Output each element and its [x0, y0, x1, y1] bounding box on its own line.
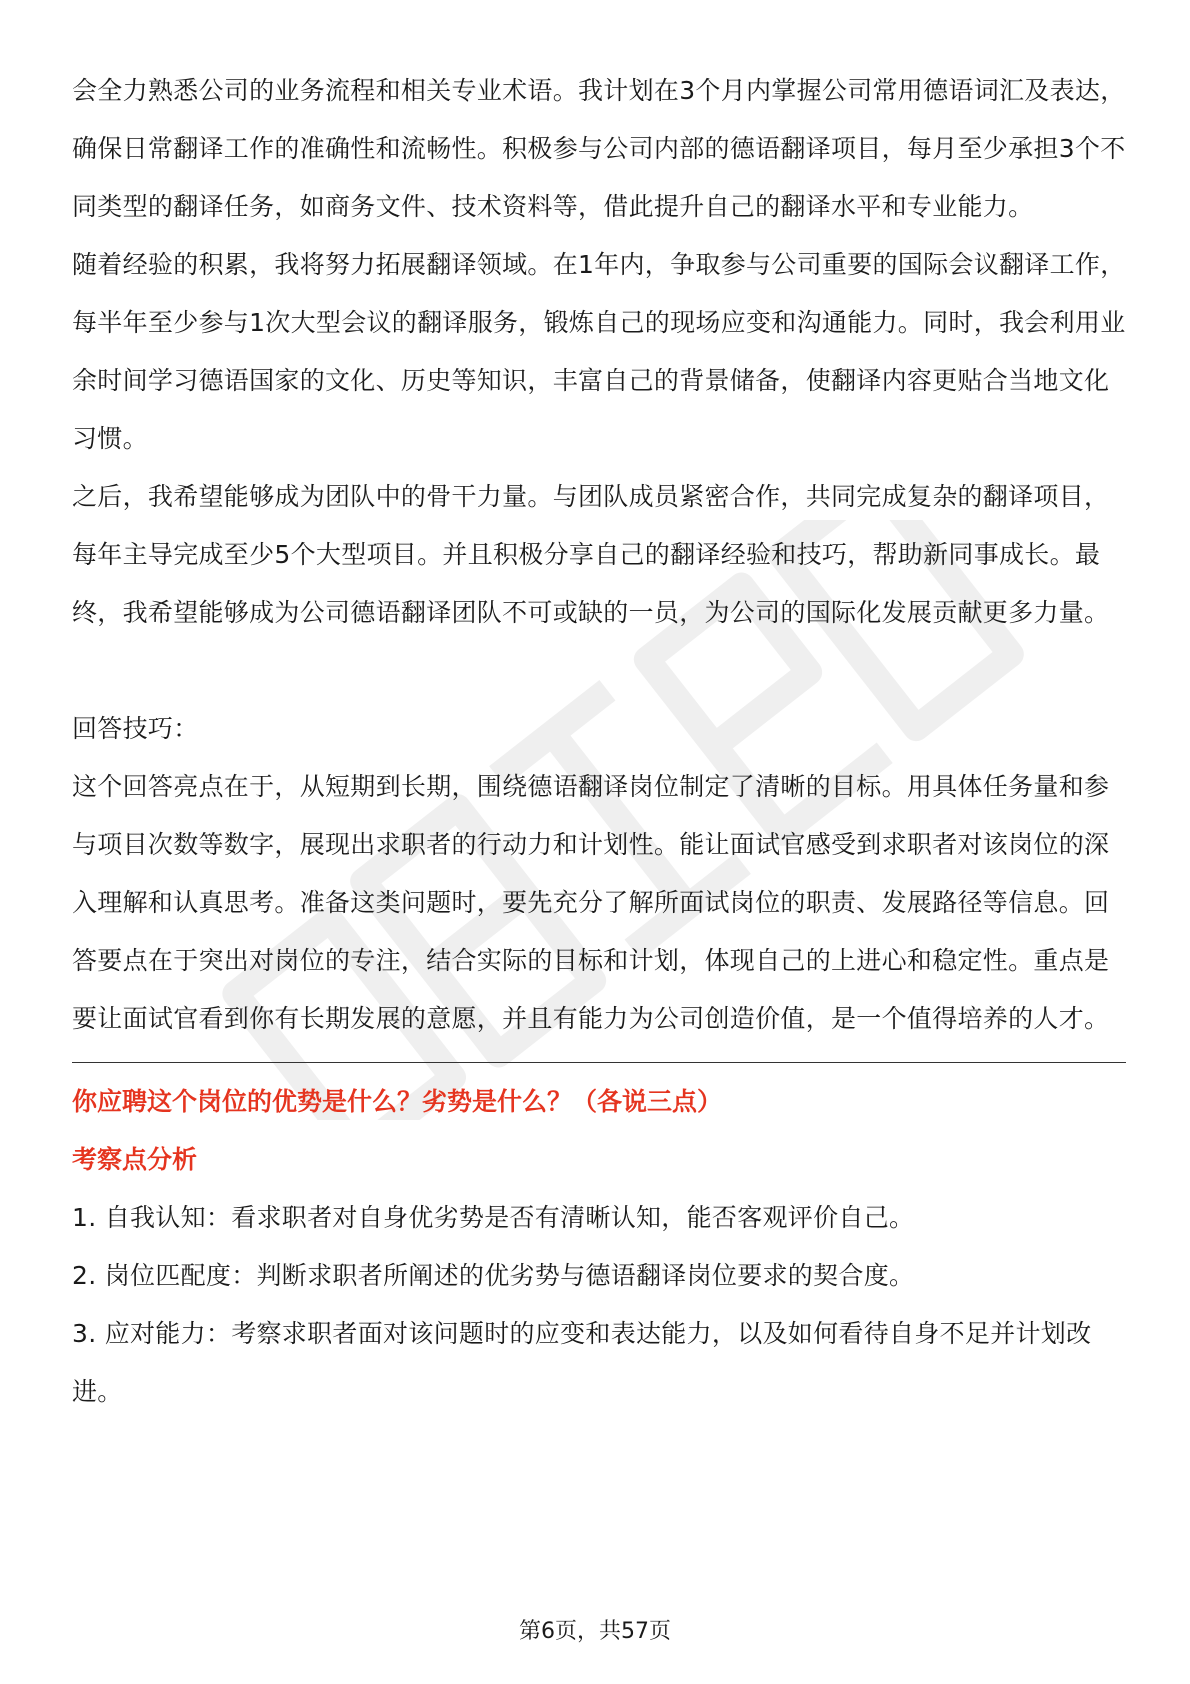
analysis-title: 考察点分析 — [72, 1145, 198, 1174]
question-heading: 你应聘这个岗位的优势是什么？劣势是什么？（各说三点） — [72, 1087, 723, 1116]
body-paragraph: 随着经验的积累，我将努力拓展翻译领域。在1年内，争取参与公司重要的国际会议翻译工作，每半年至少参与1次大型会议的翻译服务，锻炼自己的现场应变和沟通能力。同时，我会利用业余时间学习德语国家的文化、历史等知识，丰富自己的背景储备，使翻译内容更贴合当地文化习惯。 — [72, 250, 1126, 453]
tips-label: 回答技巧： — [72, 714, 199, 743]
page-number: 第6页，共57页 — [519, 1619, 671, 1644]
tips-paragraph: 这个回答亮点在于，从短期到长期，围绕德语翻译岗位制定了清晰的目标。用具体任务量和参与项目次数等数字，展现出求职者的行动力和计划性。能让面试官感受到求职者对该岗位的深入理解和认真思考。准备这类问题时，要先充分了解所面试岗位的职责、发展路径等信息。回答要点在于突出对岗位的专注，结合实际的目标和计划，体现自己的上进心和稳定性。重点是要让面试官看到你有长期发展的意愿，并且有能力为公司创造价值，是一个值得培养的人才。 — [72, 772, 1110, 1033]
list-item: 2. 岗位匹配度：判断求职者所阐述的优劣势与德语翻译岗位要求的契合度。 — [72, 1261, 915, 1290]
body-paragraph: 之后，我希望能够成为团队中的骨干力量。与团队成员紧密合作，共同完成复杂的翻译项目，每年主导完成至少5个大型项目。并且积极分享自己的翻译经验和技巧，帮助新同事成长。最终，我希望能够成为公司德语翻译团队不可或缺的一员，为公司的国际化发展贡献更多力量。 — [72, 482, 1110, 627]
body-paragraph: 会全力熟悉公司的业务流程和相关专业术语。我计划在3个月内掌握公司常用德语词汇及表达，确保日常翻译工作的准确性和流畅性。积极参与公司内部的德语翻译项目，每月至少承担3个不同类型的翻译任务，如商务文件、技术资料等，借此提升自己的翻译水平和专业能力。 — [72, 76, 1126, 221]
blank-line — [72, 642, 1126, 700]
main-content — [72, 62, 1126, 1421]
list-item: 1. 自我认知：看求职者对自身优劣势是否有清晰认知，能否客观评价自己。 — [72, 1203, 915, 1232]
section-divider — [72, 1062, 1126, 1063]
list-item: 3. 应对能力：考察求职者面对该问题时的应变和表达能力，以及如何看待自身不足并计划改进。 — [72, 1319, 1092, 1406]
